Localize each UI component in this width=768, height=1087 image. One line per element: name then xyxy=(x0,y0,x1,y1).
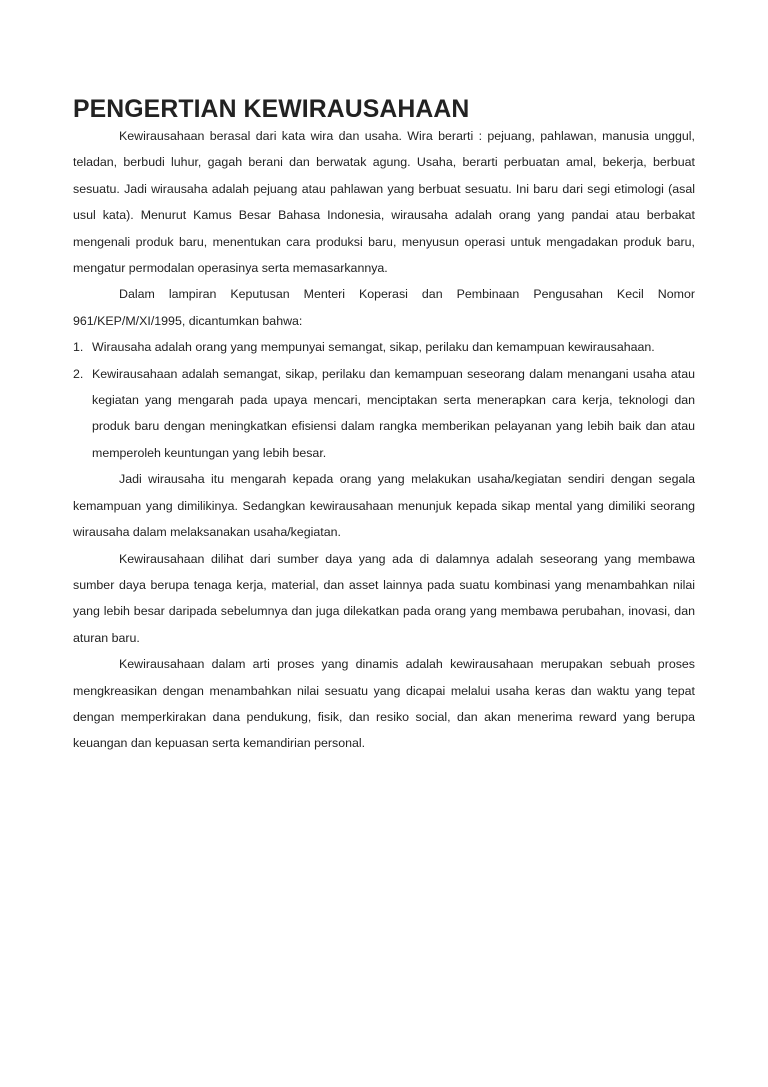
document-page xyxy=(73,97,695,757)
paragraph-ministerial-decree: Dalam lampiran Keputusan Menteri Koperasi dan Pembinaan Pengusahan Kecil Nomor 961/KEP/M/XI/1995, dicantumkan bahwa: xyxy=(73,287,695,328)
list-item xyxy=(73,334,695,360)
list-item-number: 2. xyxy=(73,366,84,381)
paragraph-definition: Kewirausahaan berasal dari kata wira dan usaha. Wira berarti : pejuang, pahlawan, manusia unggul, teladan, berbudi luhur, gagah berani dan berwatak agung. Usaha, berarti perbuatan amal, bekerja, berbuat sesuatu. Jadi wirausaha adalah pejuang atau pahlawan yang berbuat sesuatu. Ini baru dari segi etimologi (asal usul kata). Menurut Kamus Besar Bahasa Indonesia, wirausaha adalah orang yang pandai atau berbakat mengenali produk baru, menentukan cara produksi baru, menyusun operasi untuk mengadakan produk baru, mengatur permodalan operasinya serta memasarkannya. xyxy=(73,129,695,276)
paragraph-dynamic-process: Kewirausahaan dalam arti proses yang dinamis adalah kewirausahaan merupakan sebuah proses mengkreasikan dengan menambahkan nilai sesuatu yang dicapai melalui usaha keras dan waktu yang tepat dengan memperkirakan dana pendukung, fisik, dan resiko social, dan akan menerima reward yang berupa keuangan dan kepuasan serta kemandirian personal. xyxy=(73,657,695,751)
list-item-text: Wirausaha adalah orang yang mempunyai semangat, sikap, perilaku dan kemampuan kewirausahaan. xyxy=(92,340,655,355)
paragraph-mental-attitude: Jadi wirausaha itu mengarah kepada orang yang melakukan usaha/kegiatan sendiri dengan segala kemampuan yang dimilikinya. Sedangkan kewirausahaan menunjuk kepada sikap mental yang dimiliki seorang wirausaha dalam melaksanakan usaha/kegiatan. xyxy=(73,472,695,540)
paragraph-resources: Kewirausahaan dilihat dari sumber daya yang ada di dalamnya adalah seseorang yang membawa sumber daya berupa tenaga kerja, material, dan asset lainnya pada suatu kombinasi yang menambahkan nilai yang lebih besar daripada sebelumnya dan juga dilekatkan pada orang yang membawa perubahan, inovasi, dan aturan baru. xyxy=(73,551,695,645)
document-title: PENGERTIAN KEWIRAUSAHAAN xyxy=(73,96,470,123)
list-item-number: 1. xyxy=(73,340,84,355)
list-item xyxy=(73,361,695,467)
list-item-text: Kewirausahaan adalah semangat, sikap, perilaku dan kemampuan seseorang dalam menangani usaha atau kegiatan yang mengarah pada upaya mencari, menciptakan serta menerapkan cara kerja, teknologi dan produk baru dengan meningkatkan efisiensi dalam rangka memberikan pelayanan yang lebih baik dan atau memperoleh keuntungan yang lebih besar. xyxy=(92,366,695,460)
numbered-list xyxy=(73,334,695,466)
